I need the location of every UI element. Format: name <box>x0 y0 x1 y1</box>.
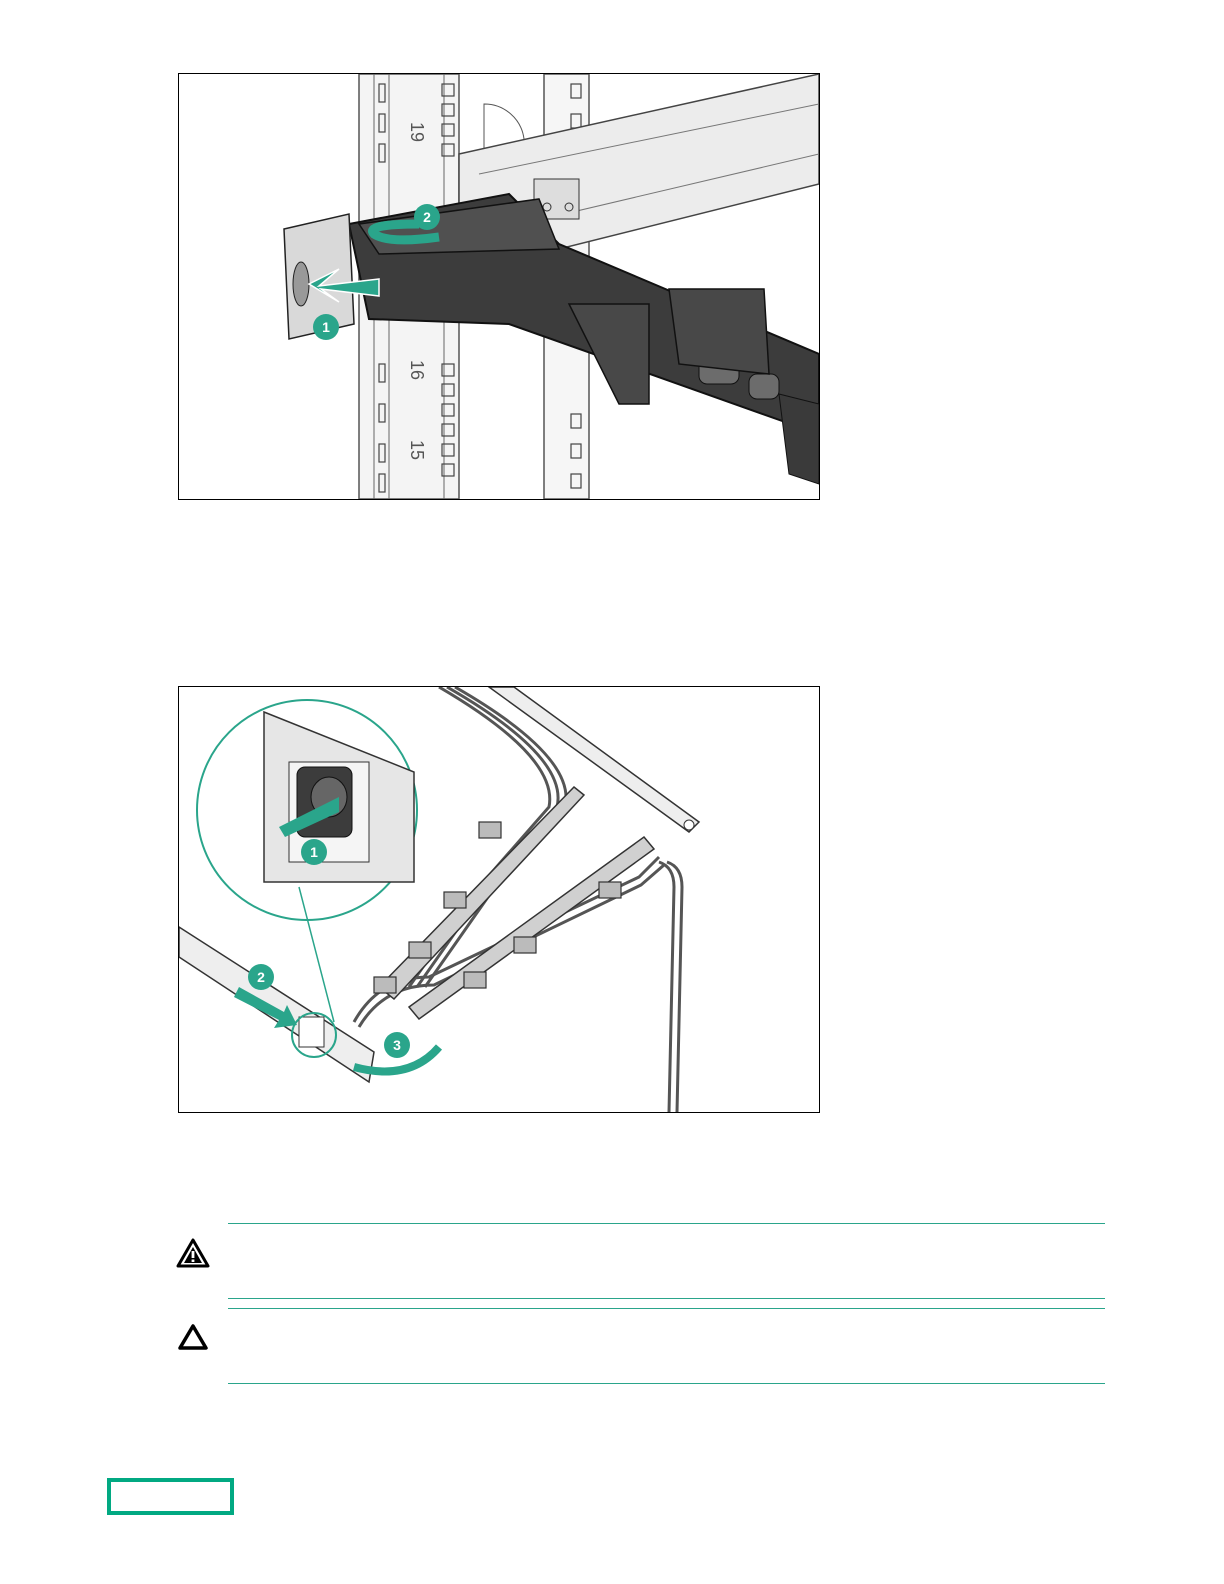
rack-label-19: 19 <box>407 122 427 143</box>
cma-release-illustration <box>179 74 819 499</box>
warning-notice <box>228 1223 1105 1299</box>
svg-text:2: 2 <box>257 969 265 985</box>
callout-2 <box>414 204 440 230</box>
svg-text:1: 1 <box>310 844 318 860</box>
figure-cma-release <box>178 73 820 500</box>
svg-text:2: 2 <box>423 209 431 225</box>
svg-text:3: 3 <box>393 1037 401 1053</box>
caution-triangle-icon <box>176 1322 210 1352</box>
figure-cma-swing <box>178 686 820 1113</box>
warning-triangle-icon <box>176 1238 210 1268</box>
svg-text:1: 1 <box>322 319 330 335</box>
callout-1 <box>301 839 327 865</box>
hpe-logo <box>107 1478 234 1515</box>
rack-label-15: 15 <box>407 440 427 461</box>
rack-label-16: 16 <box>407 360 427 381</box>
callout-1 <box>313 314 339 340</box>
callout-2 <box>248 964 274 990</box>
callout-3 <box>384 1032 410 1058</box>
caution-notice <box>228 1308 1105 1384</box>
cma-swing-illustration <box>179 687 819 1112</box>
